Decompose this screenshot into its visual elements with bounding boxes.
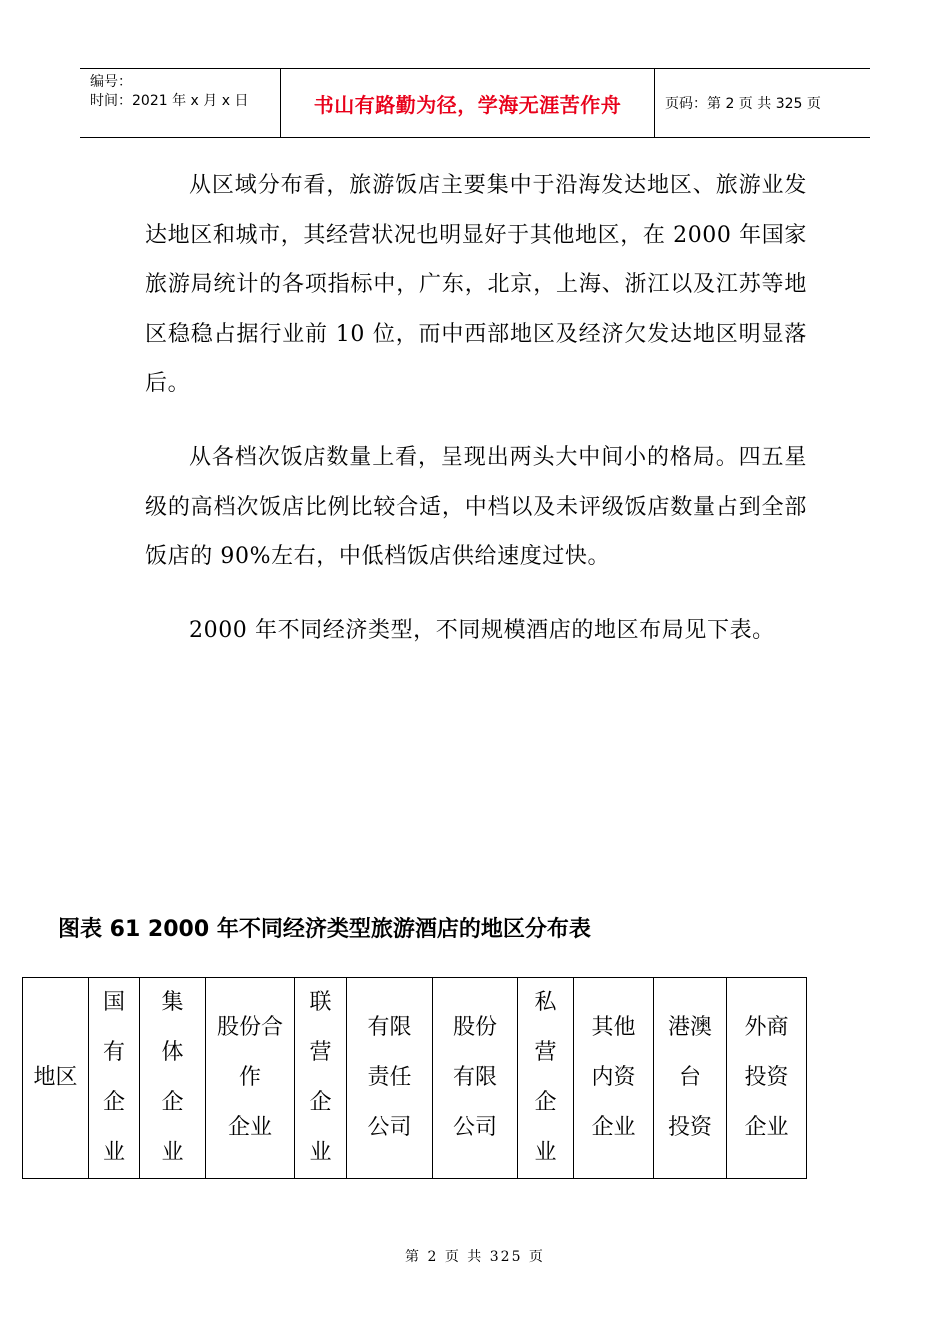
table-header-row [23, 978, 807, 1179]
table-caption: 图表 61 2000 年不同经济类型旅游酒店的地区分布表 [58, 917, 591, 942]
table-header-cell: 集 体 企 业 [140, 978, 206, 1179]
body-paragraph-1: 从区域分布看，旅游饭店主要集中于沿海发达地区、旅游业发达地区和城市，其经营状况也明显好于其他地区，在 2000 年国家旅游局统计的各项指标中，广东，北京，上海、浙江以及江苏等地区稳稳占据行业前 10 位，而中西部地区及经济欠发达地区明显落后。 [145, 173, 807, 396]
body-paragraph-3: 2000 年不同经济类型，不同规模酒店的地区布局见下表。 [189, 618, 775, 643]
document-number-label: 编号： [90, 74, 132, 90]
document-date-label: 时间：2021 年 x 月 x 日 [90, 93, 249, 109]
region-distribution-table [22, 977, 807, 1179]
table-header-cell: 联 营 企 业 [295, 978, 347, 1179]
table-header-cell: 地区 [23, 978, 89, 1179]
header-meta [80, 69, 281, 137]
table-header-cell: 外商 投资 企业 [727, 978, 807, 1179]
table-header-cell: 港澳 台 投资 [654, 978, 727, 1179]
header-page-info: 页码：第 2 页 共 325 页 [665, 96, 821, 112]
table-header-cell: 其他 内资 企业 [574, 978, 654, 1179]
page-header [80, 68, 870, 138]
header-motto: 书山有路勤为径，学海无涯苦作舟 [281, 69, 655, 137]
table-header-cell: 有限 责任 公司 [347, 978, 433, 1179]
table-header-cell: 私 营 企 业 [518, 978, 574, 1179]
table-header-cell: 股份 有限 公司 [433, 978, 518, 1179]
body-paragraph-2: 从各档次饭店数量上看，呈现出两头大中间小的格局。四五星级的高档次饭店比例比较合适，中档以及未评级饭店数量占到全部饭店的 90%左右，中低档饭店供给速度过快。 [145, 445, 807, 569]
table-header-cell: 股份合 作 企业 [206, 978, 295, 1179]
page-footer: 第 2 页 共 325 页 [405, 1249, 545, 1265]
table-header-cell: 国 有 企 业 [89, 978, 140, 1179]
